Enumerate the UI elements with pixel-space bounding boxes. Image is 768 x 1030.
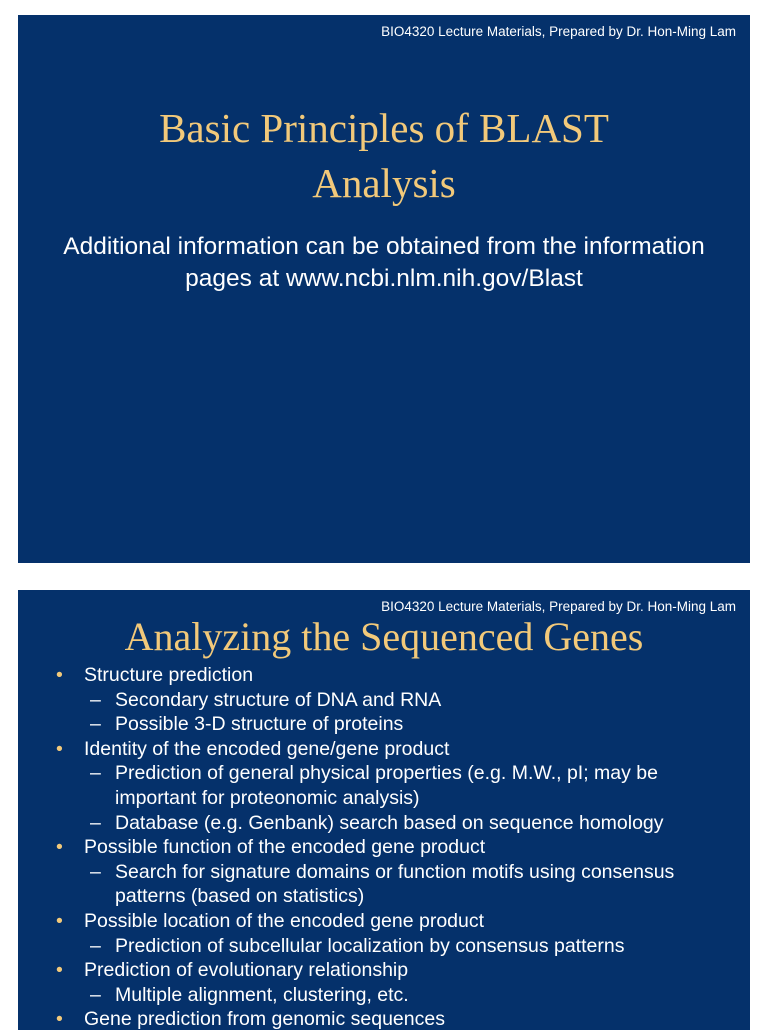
sub-bullet-item <box>18 983 750 1008</box>
bullet-text: Possible function of the encoded gene product <box>84 836 486 859</box>
sub-bullet-group <box>18 761 750 835</box>
sub-bullet-text: Database (e.g. Genbank) search based on sequence homology <box>115 811 664 834</box>
sub-bullet-text: Search for signature domains or function motifs using consensus patterns (based on statistics) <box>115 860 675 908</box>
dash-marker: – <box>90 811 101 834</box>
slide-title <box>18 101 750 211</box>
slide-title-line: Basic Principles of BLAST <box>159 105 609 151</box>
slide-1 <box>18 15 750 563</box>
sub-bullet-text: Prediction of general physical properties (e.g. M.W., pI; may be important for proteonomic analysis) <box>115 762 659 809</box>
sub-bullet-group <box>18 860 750 909</box>
slide-2 <box>18 590 750 1030</box>
sub-bullet-text: Prediction of subcellular localization by consensus patterns <box>115 934 625 957</box>
sub-bullet-text: Multiple alignment, clustering, etc. <box>115 983 409 1006</box>
dash-marker: – <box>90 762 101 785</box>
sub-bullet-item <box>18 811 750 836</box>
sub-bullet-group <box>18 688 750 737</box>
bullet-text: Prediction of evolutionary relationship <box>84 959 409 982</box>
bullet-text: Possible location of the encoded gene product <box>84 909 485 932</box>
bullet-item <box>18 1007 750 1030</box>
sub-bullet-list <box>18 860 750 909</box>
sub-bullet-item <box>18 934 750 959</box>
bullet-item <box>18 663 750 688</box>
bullet-item <box>18 958 750 983</box>
sub-bullet-item <box>18 761 750 810</box>
dash-marker: – <box>90 934 101 957</box>
slide-title: Analyzing the Sequenced Genes <box>124 614 644 659</box>
slide-credit: BIO4320 Lecture Materials, Prepared by Dr. Hon-Ming Lam <box>381 599 736 614</box>
bullet-text: Identity of the encoded gene/gene product <box>84 737 450 760</box>
bullet-marker: • <box>56 836 63 859</box>
bullet-marker: • <box>56 1008 63 1030</box>
bullet-text: Structure prediction <box>84 664 254 686</box>
slide-subtitle <box>18 231 750 295</box>
sub-bullet-text: Secondary structure of DNA and RNA <box>115 688 442 711</box>
dash-marker: – <box>90 713 101 736</box>
slide-subtitle-line: pages at www.ncbi.nlm.nih.gov/Blast <box>185 265 583 292</box>
slide-title-line: Analysis <box>312 160 456 206</box>
bullet-item <box>18 737 750 762</box>
dash-marker: – <box>90 983 101 1006</box>
bullet-item <box>18 835 750 860</box>
bullet-list <box>18 663 750 1030</box>
sub-bullet-list <box>18 934 750 959</box>
bullet-item <box>18 909 750 934</box>
bullet-text: Gene prediction from genomic sequences <box>84 1008 445 1030</box>
sub-bullet-group <box>18 934 750 959</box>
dash-marker: – <box>90 860 101 883</box>
sub-bullet-group <box>18 983 750 1008</box>
slide-credit: BIO4320 Lecture Materials, Prepared by Dr. Hon-Ming Lam <box>381 24 736 39</box>
sub-bullet-list <box>18 688 750 737</box>
sub-bullet-item <box>18 688 750 713</box>
dash-marker: – <box>90 688 101 711</box>
sub-bullet-text: Possible 3-D structure of proteins <box>115 713 404 736</box>
sub-bullet-list <box>18 983 750 1008</box>
bullet-marker: • <box>56 909 63 932</box>
sub-bullet-item <box>18 860 750 909</box>
bullet-marker: • <box>56 664 63 686</box>
bullet-marker: • <box>56 737 63 760</box>
sub-bullet-item <box>18 712 750 737</box>
sub-bullet-list <box>18 761 750 835</box>
bullet-marker: • <box>56 959 63 982</box>
slide-subtitle-line: Additional information can be obtained from the information <box>63 233 705 260</box>
